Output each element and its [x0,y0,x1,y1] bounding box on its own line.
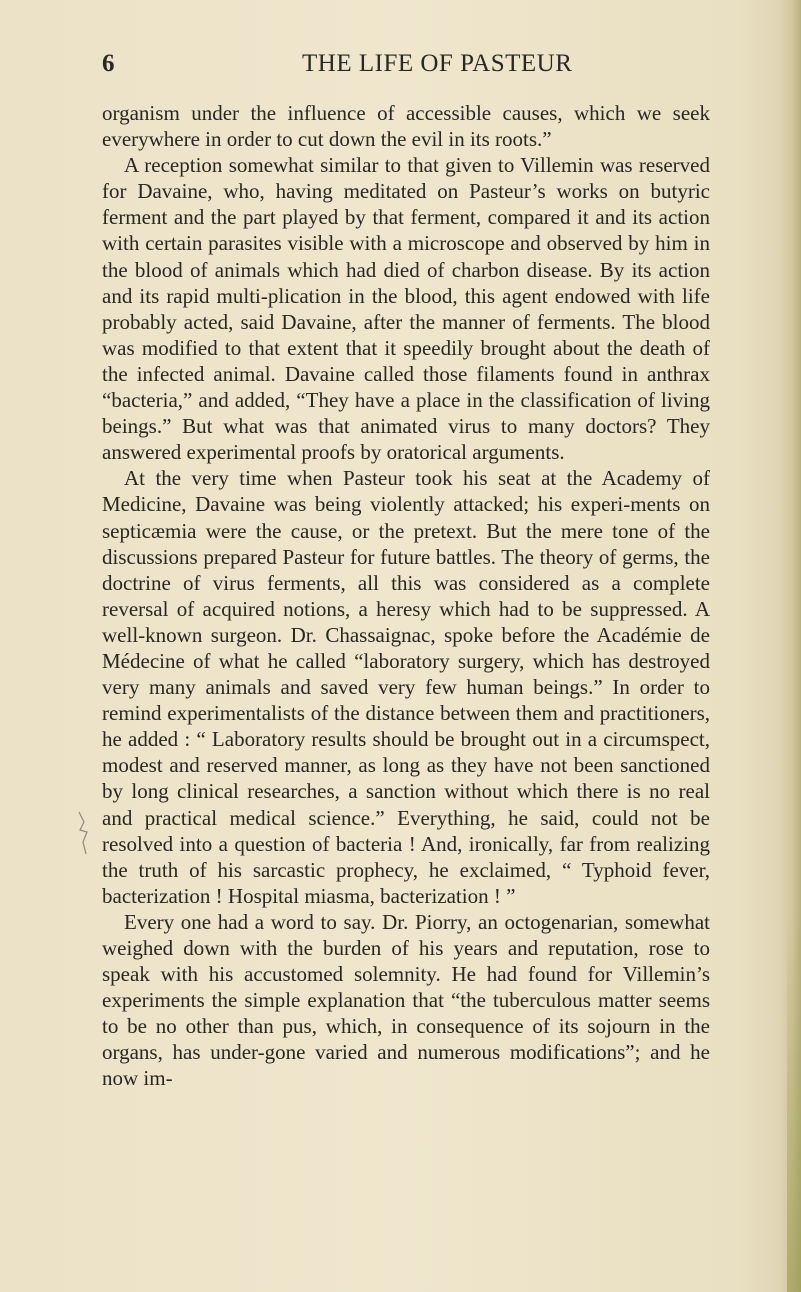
margin-smudge-mark [75,808,95,858]
paragraph: A reception somewhat similar to that given to Villemin was reserved for Davaine, who, having meditated on Pasteur’s works on butyric ferment and the part played by that ferment, compared it and its action with certain parasites visible with a microscope and observed by him in the blood of animals which had died of charbon disease. By its action and its rapid multi-plication in the blood, this agent endowed with life probably acted, said Davaine, after the manner of ferments. The blood was modified to that extent that it speedily brought about the death of the infected animal. Davaine called those filaments found in anthrax “bacteria,” and added, “They have a place in the classification of living beings.” But what was that animated virus to many doctors? They answered experimental proofs by oratorical arguments. [102,153,710,465]
page-header [102,50,710,84]
body-text [102,100,710,1092]
paragraph: Every one had a word to say. Dr. Piorry, an octogenarian, somewhat weighed down with the burden of his years and reputation, rose to speak with his accustomed solemnity. He had found for Villemin’s experiments the simple explanation that “the tuberculous matter seems to be no other than pus, which, in consequence of its sojourn in the organs, has under-gone varied and numerous modifications”; and he now im- [102,909,710,1091]
paragraph: At the very time when Pasteur took his seat at the Academy of Medicine, Davaine was being violently attacked; his experi-ments on septicæmia were the cause, or the pretext. But the mere tone of the discussions prepared Pasteur for future battles. The theory of germs, the doctrine of virus ferments, all this was considered as a complete reversal of acquired notions, a heresy which had to be suppressed. A well-known surgeon. Dr. Chassaignac, spoke before the Académie de Médecine of what he called “laboratory surgery, which has destroyed very many animals and saved very few human beings.” In order to remind experimentalists of the distance between them and practitioners, he added : “ Laboratory results should be brought out in a circumspect, modest and reserved manner, as long as they have not been sanctioned by long clinical researches, a sanction without which there is no real and practical medical science.” Everything, he said, could not be resolved into a question of bacteria ! And, ironically, far from realizing the truth of his sarcastic prophecy, he exclaimed, “ Typhoid fever, bacterization ! Hospital miasma, bacterization ! ” [102,466,710,908]
page-corner-stain [787,912,801,1292]
running-title: THE LIFE OF PASTEUR [302,50,573,77]
page-number: 6 [102,50,115,77]
paragraph: organism under the influence of accessible causes, which we seek everywhere in order to cut down the evil in its roots.” [102,101,710,152]
